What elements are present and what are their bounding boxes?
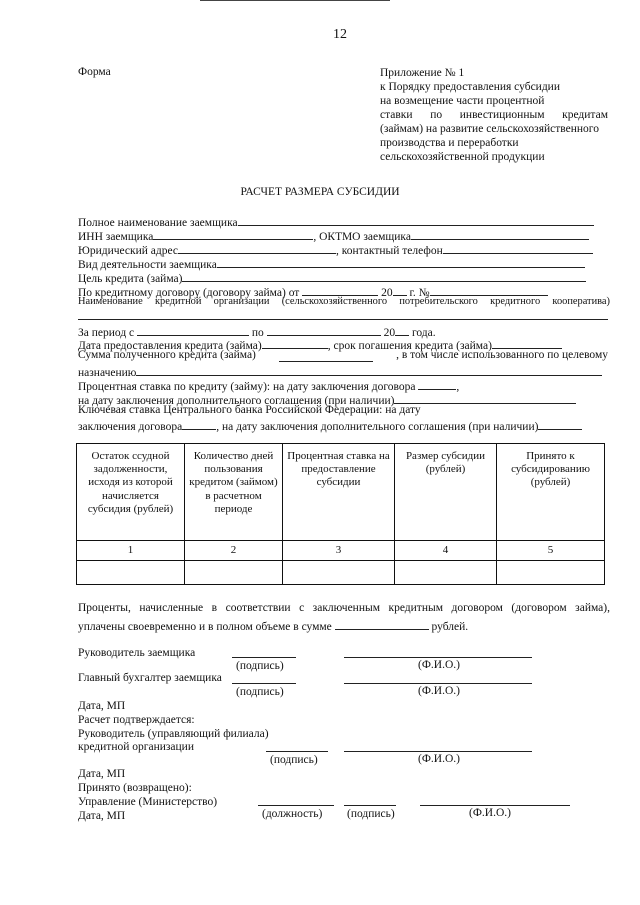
table-header-cell: Размер субсидии (рублей) <box>395 444 497 541</box>
date-mp-1: Дата, МП <box>78 700 126 712</box>
field-label: , на дату заключения дополнительного соглашения (при наличии) <box>216 421 539 433</box>
contract-date-blank[interactable] <box>302 283 378 296</box>
appendix-line: производства и переработки <box>380 137 519 149</box>
key-rate-additional-blank[interactable] <box>538 417 582 430</box>
accountant-signature-caption: (подпись) <box>236 686 284 698</box>
field-org-name: Наименование кредитной организации (сельскохозяйственного потребительского кредитного кооператива) <box>78 296 610 307</box>
table-header-cell: Процентная ставка на предоставление субсидии <box>283 444 395 541</box>
accountant-signature-line[interactable] <box>232 683 296 684</box>
table-cell[interactable] <box>395 561 497 585</box>
appendix-line: на возмещение части процентной <box>380 95 545 107</box>
date-mp-2: Дата, МП <box>78 768 126 780</box>
table-header-row <box>77 444 605 541</box>
top-rule <box>200 0 390 1</box>
field-key-rate: Ключевая ставка Центрального банка Российской Федерации: на дату <box>78 404 421 416</box>
field-label: , контактный телефон <box>335 245 443 257</box>
date-mp-3: Дата, МП <box>78 810 126 822</box>
page-number: 12 <box>333 27 347 42</box>
full-name-blank[interactable] <box>238 213 594 226</box>
field-label: , срок погашения кредита (займа) <box>327 340 492 352</box>
org-name-blank[interactable] <box>78 319 608 320</box>
department-fio-caption: (Ф.И.О.) <box>469 807 511 819</box>
table-row <box>77 561 605 585</box>
head-signature-line[interactable] <box>232 657 296 658</box>
field-label: по <box>251 327 264 339</box>
confirmed-label: Расчет подтверждается: <box>78 714 195 726</box>
field-label: заключения договора <box>78 421 183 433</box>
document-title: РАСЧЕТ РАЗМЕРА СУБСИДИИ <box>240 186 400 198</box>
field-label: Юридический адрес <box>78 245 178 257</box>
appendix-word: ставки <box>380 109 413 121</box>
table-number-cell: 3 <box>283 541 395 561</box>
appendix-word: кредитам <box>562 109 608 121</box>
period-from-blank[interactable] <box>137 323 249 336</box>
sig-accountant-label: Главный бухгалтер заемщика <box>78 672 222 684</box>
field-label: Полное наименование заемщика <box>78 217 238 229</box>
accepted-label: Принято (возвращено): <box>78 782 192 794</box>
appendix-block <box>380 66 608 164</box>
rate-contract-blank[interactable] <box>418 377 456 390</box>
field-label: Дата предоставления кредита (займа) <box>78 340 262 352</box>
table-cell[interactable] <box>77 561 185 585</box>
repay-term-blank[interactable] <box>492 336 562 349</box>
field-label: ИНН заемщика <box>78 231 154 243</box>
purpose-use-blank[interactable] <box>136 363 602 376</box>
bank-head-label-1: Руководитель (управляющий филиала) <box>78 728 269 740</box>
field-label: назначению <box>78 367 137 379</box>
interest-text: Проценты, начисленные в соответствии с заключенным кредитным договором (договором займа), <box>78 602 610 614</box>
bank-fio-caption: (Ф.И.О.) <box>418 753 460 765</box>
field-label: , в том числе использованного по целевому <box>396 349 608 361</box>
table-cell[interactable] <box>283 561 395 585</box>
head-signature-caption: (подпись) <box>236 660 284 672</box>
sig-head-label: Руководитель заемщика <box>78 647 196 659</box>
key-rate-contract-blank[interactable] <box>182 417 216 430</box>
department-signature-line[interactable] <box>344 805 396 806</box>
position-line[interactable] <box>258 805 334 806</box>
bank-signature-line[interactable] <box>266 751 328 752</box>
appendix-line: сельскохозяйственной продукции <box>380 151 545 163</box>
appendix-line: к Порядку предоставления субсидии <box>380 81 560 93</box>
contract-number-blank[interactable] <box>430 283 548 296</box>
contract-year-blank[interactable] <box>393 283 407 296</box>
table-header-cell: Количество дней пользования кредитом (займом) в расчетном периоде <box>185 444 283 541</box>
bank-fio-line[interactable] <box>344 751 532 752</box>
field-label: Сумма полученного кредита (займа) <box>78 349 256 361</box>
field-label: 20 <box>383 327 396 339</box>
issue-date-blank[interactable] <box>262 336 328 349</box>
head-fio-caption: (Ф.И.О.) <box>418 659 460 671</box>
field-amount <box>78 349 608 363</box>
appendix-line <box>380 108 608 122</box>
interest-text-line2 <box>78 617 468 635</box>
interest-label: уплачены своевременно и в полном объеме в сумме <box>78 621 332 633</box>
field-label: По кредитному договору (договору займа) от <box>78 287 300 299</box>
period-to-blank[interactable] <box>267 323 381 336</box>
address-blank[interactable] <box>178 241 336 254</box>
appendix-word: по <box>430 109 443 121</box>
appendix-line: Приложение № 1 <box>380 67 465 79</box>
field-label: , ОКТМО заемщика <box>313 231 411 243</box>
field-label: За период с <box>78 327 135 339</box>
field-label: Процентная ставка по кредиту (займу): на дату заключения договора <box>78 381 416 393</box>
bank-head-label-2: кредитной организации <box>78 741 194 753</box>
field-key-rate-dates <box>78 417 582 435</box>
table-number-row <box>77 541 605 561</box>
field-label: 20 <box>381 287 393 299</box>
table-number-cell: 5 <box>497 541 605 561</box>
field-rate-contract: Процентная ставка по кредиту (займу): на дату заключения договора , <box>78 377 459 395</box>
bank-signature-caption: (подпись) <box>270 754 318 766</box>
table-number-cell: 2 <box>185 541 283 561</box>
table-cell[interactable] <box>497 561 605 585</box>
field-label: Вид деятельности заемщика <box>78 259 217 271</box>
subsidy-table <box>76 443 605 585</box>
inn-blank[interactable] <box>153 227 313 240</box>
phone-blank[interactable] <box>443 241 593 254</box>
table-number-cell: 4 <box>395 541 497 561</box>
accountant-fio-caption: (Ф.И.О.) <box>418 685 460 697</box>
table-header-cell: Принято к субсидированию (рублей) <box>497 444 605 541</box>
amount-blank[interactable] <box>279 349 373 362</box>
period-year-blank[interactable] <box>395 323 409 336</box>
purpose-blank[interactable] <box>182 269 586 282</box>
field-label: года. <box>411 327 436 339</box>
table-header-cell: Остаток ссудной задолженности, исходя из которой начисляется субсидия (рублей) <box>77 444 185 541</box>
department-signature-caption: (подпись) <box>347 808 395 820</box>
department-label: Управление (Министерство) <box>78 796 218 808</box>
department-fio-line[interactable] <box>420 805 570 806</box>
field-label: на дату заключения дополнительного соглашения (при наличии) <box>78 395 395 407</box>
accountant-fio-line[interactable] <box>344 683 532 684</box>
interest-label: рублей. <box>431 621 469 633</box>
table-number-cell: 1 <box>77 541 185 561</box>
head-fio-line[interactable] <box>344 657 532 658</box>
oktmo-blank[interactable] <box>411 227 589 240</box>
interest-amount-blank[interactable] <box>335 617 429 630</box>
field-label: Цель кредита (займа) <box>78 273 183 285</box>
form-label: Форма <box>78 66 111 78</box>
appendix-word: инвестиционным <box>459 109 545 121</box>
rate-additional-blank[interactable] <box>394 391 576 404</box>
table-cell[interactable] <box>185 561 283 585</box>
activity-blank[interactable] <box>217 255 585 268</box>
position-caption: (должность) <box>262 808 323 820</box>
appendix-line: (займам) на развитие сельскохозяйственного <box>380 123 599 135</box>
field-label: г. № <box>409 287 430 299</box>
